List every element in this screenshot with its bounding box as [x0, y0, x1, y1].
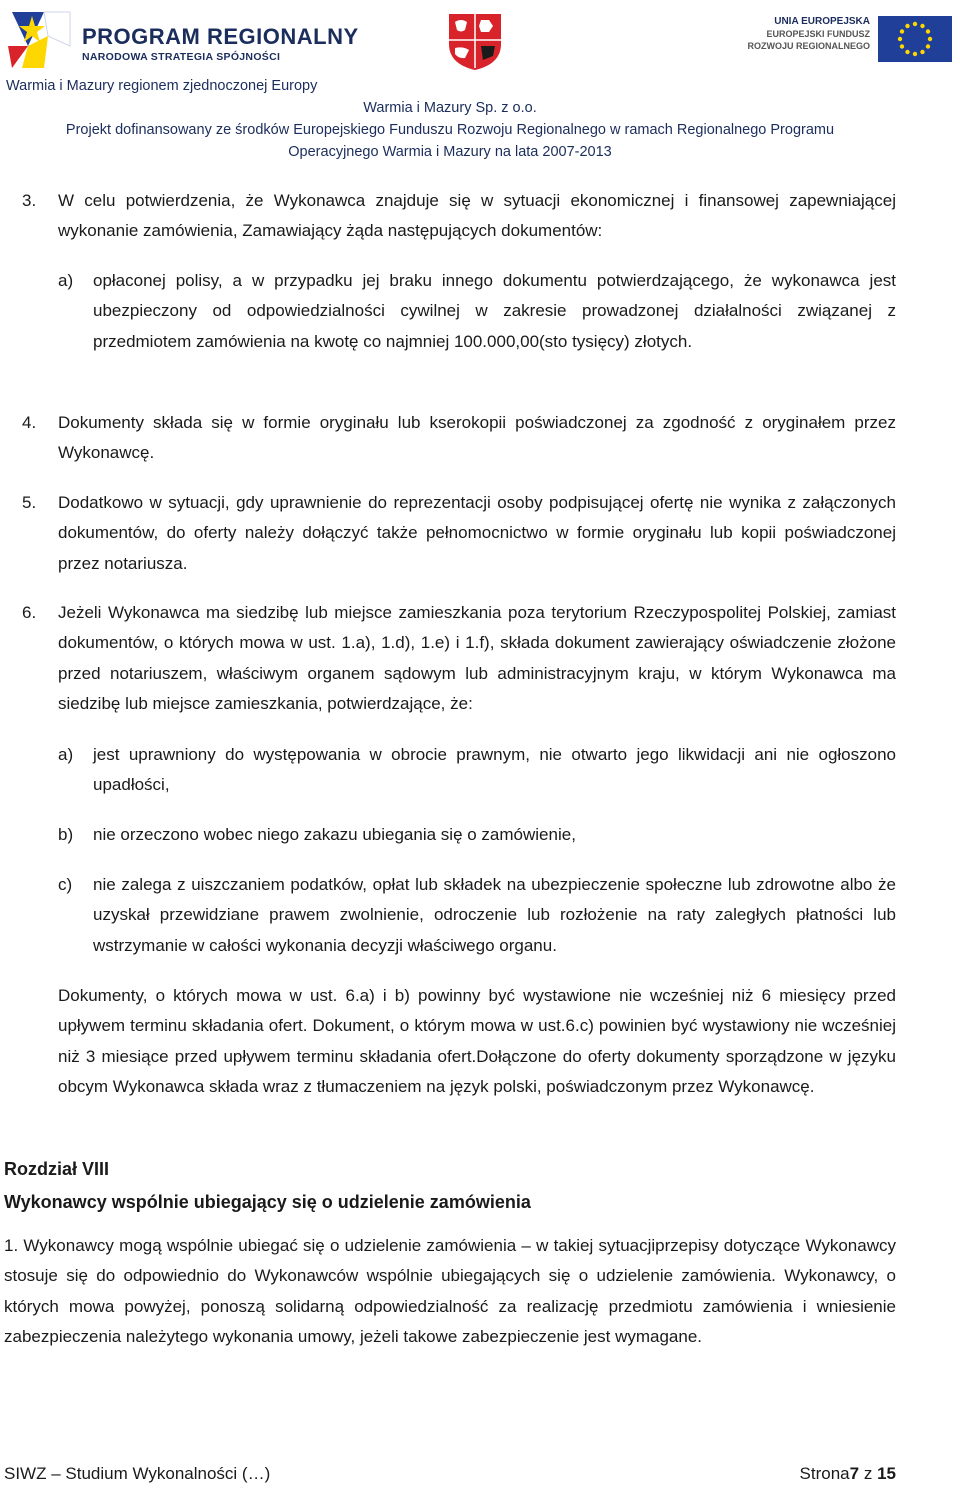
item5-text: Dodatkowo w sytuacji, gdy uprawnienie do reprezentacji osoby podpisującej ofertę nie wynika z załączonych dokumentów, do oferty należy dołączyć także pełnomocnictwo w formie oryginału lub kopii poświadczonej przez notariusza. [58, 493, 896, 573]
eu-text [738, 16, 870, 52]
item6c-number: c) [58, 875, 73, 894]
eu-flag-icon [878, 16, 952, 62]
item3-number: 3. [22, 191, 37, 210]
item3-text: W celu potwierdzenia, że Wykonawca znajduje się w sytuacji ekonomicznej i finansowej zapewniającej wykonanie zamówienia, Zamawiający żąda następujących dokumentów: [58, 191, 896, 241]
item3a-text: opłaconej polisy, a w przypadku jej braku innego dokumentu potwierdzającego, że wykonawca jest ubezpieczony od odpowiedzialności cywilnej w zakresie prowadzonej działalności związanej z przedmiotem zamówienia na kwotę co najmniej 100.000,00(sto tysięcy) złotych. [93, 271, 896, 351]
header-slogan: Warmia i Mazury regionem zjednoczonej Europy [6, 78, 318, 94]
header-project-line1: Projekt dofinansowany ze środków Europejskiego Funduszu Rozwoju Regionalnego w ramach Regionalnego Programu [65, 122, 835, 138]
item6a-text: jest uprawniony do występowania w obrocie prawnym, nie otwarto jego likwidacji ani nie ogłoszono upadłości, [93, 745, 896, 795]
item4-text: Dokumenty składa się w formie oryginału lub kserokopii poświadczonej za zgodność z oryginałem przez Wykonawcę. [58, 413, 896, 463]
program-regionalny-logo [4, 6, 359, 72]
header-company: Warmia i Mazury Sp. z o.o. [363, 100, 537, 116]
chapter-title: Rozdział VIII [4, 1159, 110, 1179]
item6b-text: nie orzeczono wobec niego zakazu ubiegania się o zamówienie, [93, 825, 576, 844]
program-regionalny-star-icon [4, 6, 74, 72]
eu-line3: ROZWOJU REGIONALNEGO [747, 41, 870, 51]
footer-page-current: 7 [849, 1464, 860, 1483]
footer-page-number [800, 1464, 896, 1484]
eu-line1: UNIA EUROPEJSKA [774, 16, 870, 27]
footer-page-prefix: Strona [799, 1464, 850, 1483]
footer-page-total: 15 [877, 1464, 896, 1483]
item6-note: Dokumenty, o których mowa w ust. 6.a) i b) powinny być wystawione nie wcześniej niż 6 miesięcy przed upływem terminu składania ofert. Dokument, o którym mowa w ust.6.c) powinien być wystawiony nie wcześniej niż 3 miesiące przed upływem terminu składania ofert.Dołączone do oferty dokumenty sporządzone w języku obcym Wykonawca składa wraz z tłumaczeniem na język polski, poświadczonym przez Wykonawcę. [58, 986, 896, 1097]
chapter-subtitle: Wykonawcy wspólnie ubiegający się o udzielenie zamówienia [4, 1192, 531, 1212]
footer-doc-title: SIWZ – Studium Wykonalności (…) [4, 1464, 271, 1483]
item3a-number: a) [58, 271, 74, 290]
item6-text: Jeżeli Wykonawca ma siedzibę lub miejsce zamieszkania poza terytorium Rzeczypospolitej Polskiej, zamiast dokumentów, o których mowa w ust. 1.a), 1.d), 1.e) i 1.f), składa dokument zawierający oświadczenie złożone przed notariuszem, właściwym organem sądowym lub administracyjnym kraju, w którym Wykonawca ma siedzibę lub miejsce zamieszkania, potwierdzające, że: [58, 603, 896, 714]
program-title: PROGRAM REGIONALNY [82, 24, 359, 49]
item6a-number: a) [58, 745, 74, 764]
item6b-number: b) [58, 825, 74, 844]
footer-page-sep: z [863, 1464, 873, 1483]
program-subtitle: NARODOWA STRATEGIA SPÓJNOŚCI [82, 51, 281, 63]
eu-logo [738, 16, 956, 60]
item5-number: 5. [22, 493, 37, 512]
item6-number: 6. [22, 603, 37, 622]
eu-line2: EUROPEJSKI FUNDUSZ [766, 29, 870, 39]
item6c-text: nie zalega z uiszczaniem podatków, opłat lub składek na ubezpieczenie społeczne lub zdrowotne albo że uzyskał przewidziane prawem zwolnienie, odroczenie lub rozłożenie na raty zaległych płatności lub wstrzymanie w całości wykonania decyzji właściwego organu. [93, 875, 896, 955]
header-logos [0, 0, 960, 78]
header-project-line2: Operacyjnego Warmia i Mazury na lata 2007-2013 [288, 144, 612, 160]
item4-number: 4. [22, 413, 37, 432]
warmia-mazury-crest-icon [445, 10, 505, 72]
chapter8-item1: 1. Wykonawcy mogą wspólnie ubiegać się o udzielenie zamówienia – w takiej sytuacjiprzepisy dotyczące Wykonawcy stosuje się do odpowiednio do Wykonawców wspólnie ubiegających się o udzielenie zamówienia. Wykonawcy, o których mowa powyżej, ponoszą solidarną odpowiedzialność za realizację przedmiotu zamówienia i wniesienie zabezpieczenia należytego wykonania umowy, jeżeli takowe zabezpieczenie jest wymagane. [4, 1236, 896, 1347]
